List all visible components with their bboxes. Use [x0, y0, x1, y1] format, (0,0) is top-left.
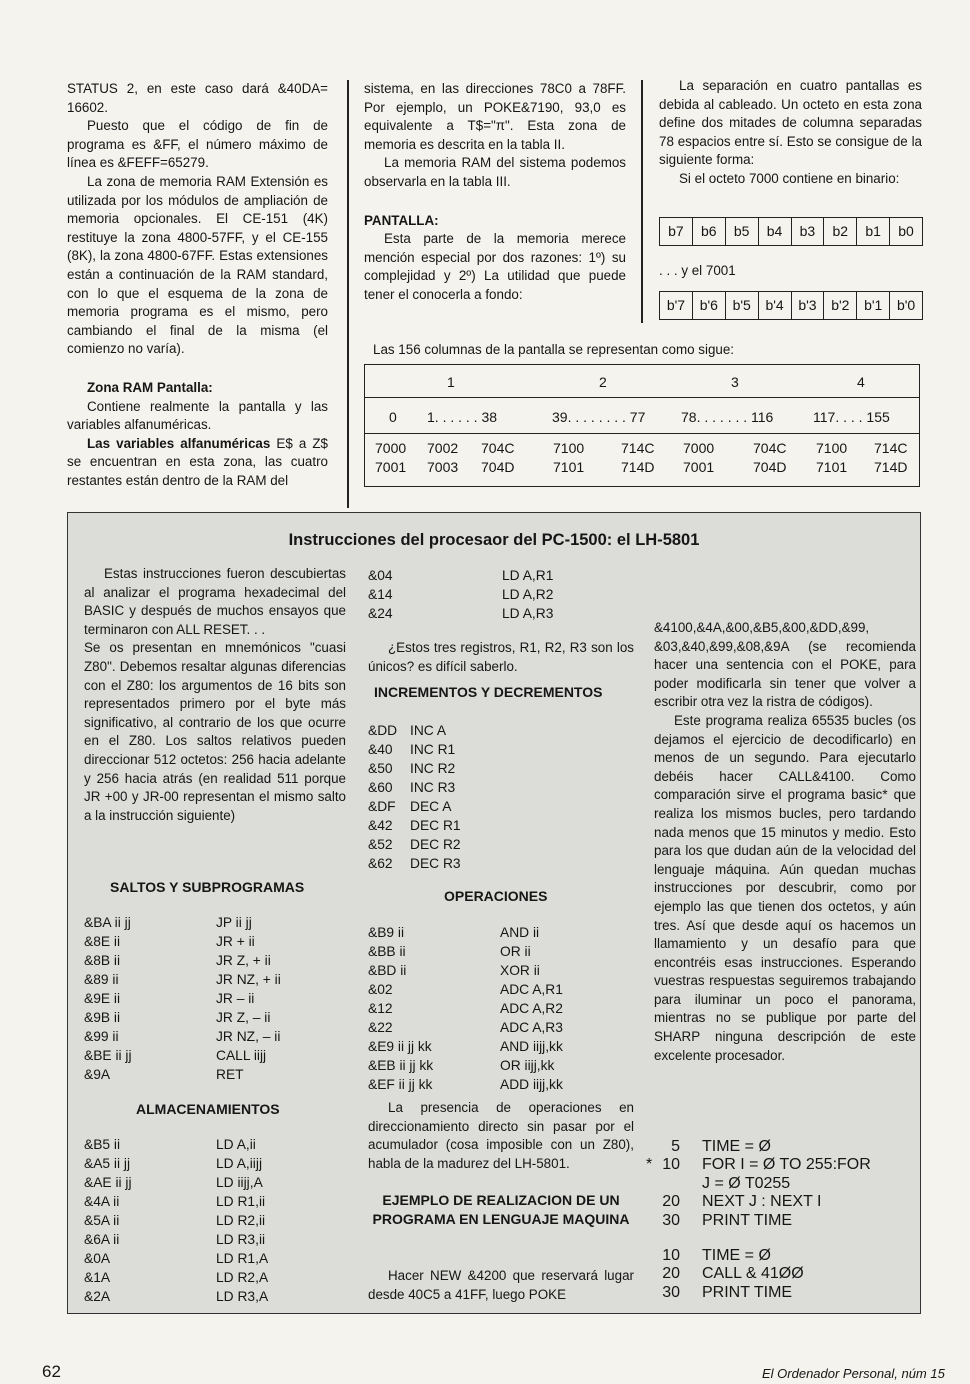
mnemonic: INC A — [410, 723, 447, 738]
opcode: &04 — [368, 568, 393, 583]
mnemonic: OR ii — [500, 944, 531, 959]
code-line — [646, 1212, 916, 1230]
address-cell: 714C — [874, 440, 908, 456]
bit-cell: b1 — [856, 218, 889, 245]
mnemonic: LD R3,A — [216, 1289, 269, 1304]
opcode: &6A ii — [84, 1232, 120, 1247]
paragraph: Se os presentan en mnemónicos "cuasi Z80". Debemos resaltar algunas diferencias con el Z80: los argumentos de 16 bits son representados primero por el byte más significativo, al contrario de los que ocurre en el Z80. Los saltos relativos pueden direccionar 512 octetos: 256 hacia adelante y 256 hacia atrás (en realidad 511 porque JR +00 y JR-00 representan el mismo salto a la instrucción siguiente) — [84, 640, 346, 823]
mnemonic: INC R1 — [410, 742, 456, 757]
line-code: CALL & 41ØØ — [702, 1265, 804, 1283]
line-code: TIME = Ø — [702, 1138, 771, 1155]
opcode: &1A — [84, 1270, 111, 1285]
operaciones-table — [368, 923, 618, 1094]
paragraph: Si el octeto 7000 contiene en binario: — [679, 170, 900, 186]
instruction-row — [368, 721, 568, 740]
mnemonic: LD A,R1 — [502, 568, 554, 583]
opcode: &8B ii — [84, 953, 121, 968]
column-1 — [67, 80, 328, 490]
instruction-row — [368, 566, 598, 585]
instruction-row — [84, 913, 334, 932]
instruction-row — [84, 1230, 334, 1249]
section-heading: Zona RAM Pantalla: — [87, 379, 213, 395]
instruction-row — [84, 970, 334, 989]
opcode: &E9 ii jj kk — [368, 1039, 432, 1054]
instruction-row — [368, 1056, 618, 1075]
line-number: 30 — [662, 1283, 680, 1301]
instruction-row — [84, 1046, 334, 1065]
line-number: 5 — [671, 1138, 680, 1155]
opcode: &0A — [84, 1251, 111, 1266]
instruction-row — [84, 1211, 334, 1230]
range: 39. . . . . . . . 77 — [552, 409, 646, 425]
opcode: &A5 ii jj — [84, 1156, 131, 1171]
line-code: FOR I = Ø TO 255:FOR — [702, 1156, 871, 1174]
instruction-row — [368, 942, 618, 961]
section-heading: PANTALLA: — [364, 212, 439, 228]
address-cell: 704D — [481, 459, 515, 475]
address-cell: 714D — [874, 459, 908, 475]
instruction-row — [84, 932, 334, 951]
incrementos-table — [368, 721, 568, 873]
mnemonic: LD R1,A — [216, 1251, 269, 1266]
paragraph: sistema, en las direcciones 78C0 a 78FF. Por ejemplo, un POKE&7190, 93,0 es equivalente a T$="π". Esta zona de memoria es descrita en la tabla II. — [364, 81, 626, 152]
box-title: Instrucciones del procesaor del PC-1500: el LH-5801 — [288, 531, 700, 549]
columns-caption: Las 156 columnas de la pantalla se representan como sigue: — [373, 342, 735, 357]
instruction-row — [368, 980, 618, 999]
opcode: &14 — [368, 587, 393, 602]
instruction-row — [368, 1018, 618, 1037]
code-line — [646, 1265, 916, 1283]
bit-cell: b6 — [692, 218, 725, 245]
mnemonic: LD R2,A — [216, 1270, 269, 1285]
line-number: 10 — [662, 1247, 680, 1264]
address-cell: 7101 — [816, 459, 848, 475]
bit-cell: b0 — [889, 218, 922, 245]
bit-caption: . . . y el 7001 — [659, 263, 736, 278]
paragraph — [67, 435, 328, 491]
bit-cell: b4 — [758, 218, 791, 245]
opcode: &9E ii — [84, 991, 121, 1006]
mnemonic: INC R2 — [410, 761, 456, 776]
mnemonic: DEC A — [410, 799, 452, 814]
range: 117. . . . 155 — [813, 409, 890, 425]
instruction-row — [84, 1027, 334, 1046]
mnemonic: DEC R1 — [410, 818, 461, 833]
bold-lead: Las variables alfanuméricas — [87, 435, 271, 451]
bit-cell: b7 — [668, 223, 684, 239]
paragraph: ¿Estos tres registros, R1, R2, R3 son los únicos? es difícil saberlo. — [368, 640, 634, 674]
address-rows — [365, 433, 919, 486]
opcode: &89 ii — [84, 972, 119, 987]
column-2 — [364, 80, 626, 305]
instruction-row — [84, 989, 334, 1008]
mnemonic: LD R3,ii — [216, 1232, 266, 1247]
bit-cell: b5 — [725, 218, 758, 245]
opcode: &9B ii — [84, 1010, 121, 1025]
screen-number: 3 — [731, 374, 739, 390]
instruction-row — [368, 759, 568, 778]
instruction-row — [368, 740, 568, 759]
address-cell: 7002 — [427, 440, 459, 456]
screen-number: 1 — [447, 374, 455, 390]
mnemonic: XOR ii — [500, 963, 540, 978]
saltos-table — [84, 913, 334, 1084]
range: 1. . . . . . 38 — [427, 409, 498, 425]
address-cell: 7003 — [427, 459, 459, 475]
mnemonic: INC R3 — [410, 780, 456, 795]
code-line — [646, 1284, 916, 1302]
presencia-paragraph — [368, 1099, 634, 1173]
opcode: &DF — [368, 799, 396, 814]
incrementos-heading: INCREMENTOS Y DECREMENTOS — [374, 684, 603, 700]
opcode: &24 — [368, 606, 393, 621]
opcode: &02 — [368, 982, 393, 997]
instruction-row — [84, 1287, 334, 1306]
mnemonic: ADD iijj,kk — [500, 1077, 563, 1092]
instruction-row — [84, 1173, 334, 1192]
line-number: 20 — [662, 1265, 680, 1283]
address-cell: 7000 — [375, 440, 407, 456]
address-cell: 7001 — [683, 459, 715, 475]
paragraph: Estas instrucciones fueron descubiertas al analizar el programa hexadecimal del BASIC y después de muchos ensayos que terminaron con ALL RESET. . . — [84, 566, 346, 637]
opcode: &42 — [368, 818, 393, 833]
mnemonic: ADC A,R2 — [500, 1001, 563, 1016]
opcode: &22 — [368, 1020, 393, 1035]
mnemonic: OR iijj,kk — [500, 1058, 555, 1073]
line-code: PRINT TIME — [702, 1211, 793, 1229]
mnemonic: JR NZ, + ii — [216, 972, 281, 987]
opcode: &DD — [368, 723, 398, 738]
range: 0 — [389, 409, 397, 425]
instruction-row — [84, 1008, 334, 1027]
line-number: 30 — [662, 1211, 680, 1229]
operaciones-heading: OPERACIONES — [444, 888, 548, 904]
opcode: &B9 ii — [368, 925, 405, 940]
code-line — [646, 1247, 916, 1265]
opcode: &BB ii — [368, 944, 406, 959]
opcode: &8E ii — [84, 934, 121, 949]
paragraph-rest: E$ a Z$ se encuentran en esta zona, las cuatro restantes están dentro de la RAM del — [67, 435, 328, 488]
paragraph: La separación en cuatro pantallas es debida al cableado. Un octeto en esta zona define dos mitades de columna separadas 78 espacios entre sí. Esto se consigue de la siguiente forma: — [659, 78, 922, 168]
opcode: &2A — [84, 1289, 111, 1304]
instruction-row — [368, 854, 568, 873]
opcode: &BE ii jj — [84, 1048, 132, 1063]
address-cell: 704D — [753, 459, 787, 475]
ld-table — [368, 566, 598, 623]
code-line — [646, 1138, 916, 1156]
line-code: J = Ø T0255 — [702, 1174, 791, 1192]
line-number: 20 — [662, 1193, 680, 1211]
ejemplo-heading: EJEMPLO DE REALIZACION DE UN PROGRAMA EN LENGUAJE MAQUINA — [372, 1192, 630, 1227]
magazine-footer: El Ordenador Personal, núm 15 — [762, 1366, 945, 1381]
instruction-row — [368, 778, 568, 797]
instruction-row — [84, 1154, 334, 1173]
instruction-row — [368, 797, 568, 816]
column-3 — [659, 77, 922, 189]
line-marker: * — [646, 1156, 653, 1174]
mnemonic: ADC A,R3 — [500, 1020, 563, 1035]
box-intro — [84, 565, 346, 825]
columns-table — [364, 364, 920, 487]
bit-cell: b'0 — [889, 292, 922, 319]
mnemonic: RET — [216, 1067, 244, 1082]
paragraph: Esta parte de la memoria merece mención especial por dos razones: 1º) su complejidad y 2º) La utilidad que puede tener el conocerla a fondo: — [364, 231, 626, 302]
mnemonic: LD R1,ii — [216, 1194, 266, 1209]
line-number: 10 — [662, 1156, 680, 1174]
opcode: &B5 ii — [84, 1137, 121, 1152]
line-code: NEXT J : NEXT I — [702, 1193, 822, 1211]
opcode: &40 — [368, 742, 393, 757]
paragraph: &4100,&4A,&00,&B5,&00,&DD,&99, &03,&40,&99,&08,&9A (se recomienda hacer una sentencia con el POKE, para poder modificarla sin tener que volver a escribir otra vez la ristra de códigos). — [654, 620, 916, 710]
address-cell: 714D — [621, 459, 655, 475]
opcode: &50 — [368, 761, 393, 776]
mnemonic: LD A,iijj — [216, 1156, 263, 1171]
bit-cell: b'6 — [692, 292, 725, 319]
screen-number: 4 — [857, 374, 865, 390]
address-cell: 7101 — [553, 459, 585, 475]
opcode: &BD ii — [368, 963, 407, 978]
opcode: &62 — [368, 856, 393, 871]
mnemonic: JP ii jj — [216, 915, 252, 930]
address-cell: 7100 — [816, 440, 848, 456]
bit-boxes-7001 — [659, 291, 923, 320]
basic-program-1 — [646, 1138, 916, 1230]
instruction-row — [368, 835, 568, 854]
paragraph: Contiene realmente la pantalla y las variables alfanuméricas. — [67, 398, 328, 433]
instructions-box — [67, 512, 921, 1314]
bit-boxes-7000 — [659, 217, 923, 246]
bit-cell: b'5 — [725, 292, 758, 319]
almacenamientos-table — [84, 1135, 334, 1306]
paragraph: STATUS 2, en este caso dará &40DA= 16602. — [67, 81, 328, 115]
paragraph: La memoria RAM del sistema podemos observarla en la tabla III. — [364, 155, 626, 189]
instruction-row — [368, 999, 618, 1018]
instruction-row — [368, 816, 568, 835]
paragraph: Hacer NEW &4200 que reservará lugar desde 40C5 a 41FF, luego POKE — [368, 1268, 634, 1302]
instruction-row — [84, 1268, 334, 1287]
mnemonic: AND iijj,kk — [500, 1039, 563, 1054]
code-line — [646, 1175, 916, 1193]
hacer-paragraph — [368, 1267, 634, 1304]
column-divider — [641, 80, 643, 323]
code-line — [646, 1156, 916, 1174]
paragraph: La presencia de operaciones en direccionamiento directo sin pasar por el acumulador (cosa imposible con un Z80), habla de la madurez del LH-5801. — [368, 1100, 634, 1171]
mnemonic: JR – ii — [216, 991, 255, 1006]
bit-cell: b'2 — [823, 292, 856, 319]
mnemonic: JR Z, – ii — [216, 1010, 271, 1025]
opcode: &60 — [368, 780, 393, 795]
opcode: &4A ii — [84, 1194, 120, 1209]
mnemonic: DEC R3 — [410, 856, 461, 871]
mnemonic: LD A,ii — [216, 1137, 256, 1152]
line-code: PRINT TIME — [702, 1283, 793, 1301]
bit-cell: b'1 — [856, 292, 889, 319]
ranges-row — [365, 397, 919, 433]
instruction-row — [84, 1065, 334, 1084]
opcode: &52 — [368, 837, 393, 852]
address-cell: 7001 — [375, 459, 407, 475]
mnemonic: LD R2,ii — [216, 1213, 266, 1228]
instruction-row — [84, 1249, 334, 1268]
instruction-row — [368, 585, 598, 604]
address-cell: 704C — [481, 440, 515, 456]
instruction-row — [84, 951, 334, 970]
column-divider — [347, 80, 349, 508]
instruction-row — [368, 1037, 618, 1056]
bit-cell: b'3 — [791, 292, 824, 319]
mnemonic: LD A,R2 — [502, 587, 554, 602]
instruction-row — [368, 1075, 618, 1094]
opcode: &BA ii jj — [84, 915, 131, 930]
bit-cell: b2 — [823, 218, 856, 245]
mnemonic: LD iijj,A — [216, 1175, 263, 1190]
opcode: &EF ii jj kk — [368, 1077, 433, 1092]
mnemonic: JR NZ, – ii — [216, 1029, 281, 1044]
address-cell: 7100 — [553, 440, 585, 456]
mnemonic: LD A,R3 — [502, 606, 554, 621]
question-paragraph — [368, 639, 634, 676]
mnemonic: JR Z, + ii — [216, 953, 271, 968]
instruction-row — [84, 1135, 334, 1154]
paragraph: Puesto que el código de fin de programa es &FF, el número máximo de línea es &FEFF=65279. — [67, 118, 328, 171]
right-text — [654, 619, 916, 1065]
almacenamientos-heading: ALMACENAMIENTOS — [136, 1101, 280, 1117]
paragraph: La zona de memoria RAM Extensión es utilizada por los módulos de ampliación de memoria opcionales. El CE-151 (4K) restituye la zona 4800-57FF, y el CE-155 (8K), la zona 4800-67FF. Estas extensiones están a continuación de la RAM standard, con lo que el esquema de la zona de memoria programa es el mismo, pero cambiando el final de la misma (el comienzo no varía). — [67, 173, 328, 357]
opcode: &5A ii — [84, 1213, 120, 1228]
screens-row — [365, 365, 919, 397]
page-number: 62 — [42, 1362, 61, 1381]
screen-number: 2 — [599, 374, 607, 390]
address-cell: 714C — [621, 440, 655, 456]
mnemonic: CALL iijj — [216, 1048, 267, 1063]
opcode: &EB ii jj kk — [368, 1058, 434, 1073]
bit-cell: b3 — [791, 218, 824, 245]
instruction-row — [368, 961, 618, 980]
bit-cell: b'4 — [758, 292, 791, 319]
mnemonic: JR + ii — [216, 934, 255, 949]
opcode: &12 — [368, 1001, 393, 1016]
opcode: &9A — [84, 1067, 111, 1082]
range: 78. . . . . . . 116 — [681, 409, 774, 425]
mnemonic: DEC R2 — [410, 837, 461, 852]
bit-cell: b'7 — [666, 297, 686, 313]
code-line — [646, 1193, 916, 1211]
line-code: TIME = Ø — [702, 1247, 771, 1264]
opcode: &AE ii jj — [84, 1175, 132, 1190]
address-cell: 7000 — [683, 440, 715, 456]
saltos-heading: SALTOS Y SUBPROGRAMAS — [110, 879, 305, 895]
instruction-row — [84, 1192, 334, 1211]
address-cell: 704C — [753, 440, 787, 456]
paragraph: Este programa realiza 65535 bucles (os dejamos el ejercicio de decodificarlo) en menos de un segundo. Para ejecutarlo debéis hacer CALL&4100. Como comparación sirve el programa basic* que realiza los mismos bucles, pero tardando nada menos que 15 minutos y medio. Esto para los que dudan aún de la velocidad del lenguaje máquina. Aún quedan muchas instrucciones por descubrir, como por ejemplo las que tienen dos octetos, y aún tres. Así que desde aquí os hacemos un llamamiento y un desafío para que encontréis esas instrucciones. Esperando vuestras respuestas seguiremos trabajando para iluminar un poco el panorama, mientras no se publique por parte del SHARP ninguna descripción de este excelente procesador. — [654, 712, 916, 1063]
mnemonic: AND ii — [500, 925, 540, 940]
instruction-row — [368, 604, 598, 623]
basic-program-2 — [646, 1247, 916, 1302]
instruction-row — [368, 923, 618, 942]
mnemonic: ADC A,R1 — [500, 982, 563, 997]
opcode: &99 ii — [84, 1029, 119, 1044]
